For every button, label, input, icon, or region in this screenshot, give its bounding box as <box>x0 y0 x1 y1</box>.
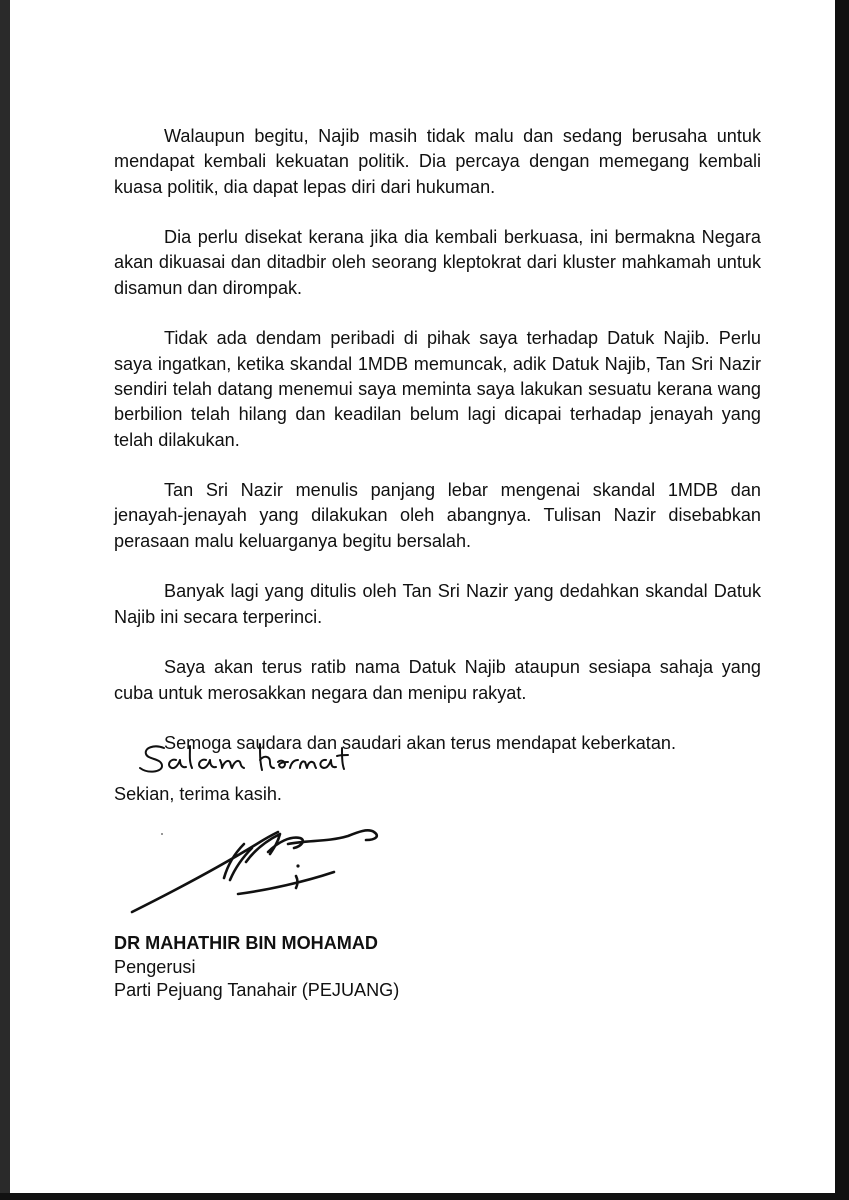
paragraph-3: Tidak ada dendam peribadi di pihak saya terhadap Datuk Najib. Perlu saya ingatkan, ketika skandal 1MDB memuncak, adik Datuk Najib, Tan Sri Nazir sendiri telah datang menemui saya meminta saya lakukan sesuatu kerana wang berbilion telah hilang dan keadilan belum lagi dicapai terhadap jenayah yang telah dilakukan. <box>114 328 761 450</box>
signatory-organization: Parti Pejuang Tanahair (PEJUANG) <box>114 980 400 1000</box>
paragraph-6: Saya akan terus ratib nama Datuk Najib ataupun sesiapa sahaja yang cuba untuk merosakkan negara dan menipu rakyat. <box>114 657 761 703</box>
letter-page <box>10 0 835 1193</box>
paragraph-1: Walaupun begitu, Najib masih tidak malu dan sedang berusaha untuk mendapat kembali kekuatan politik. Dia percaya dengan memegang kembali kuasa politik, dia dapat lepas diri dari hukuman. <box>114 126 761 197</box>
page-frame-bottom <box>0 1193 849 1200</box>
handwritten-greeting <box>136 738 356 778</box>
letter-body <box>114 124 761 807</box>
closing-line: Sekian, terima kasih. <box>114 783 282 804</box>
paragraph-2: Dia perlu disekat kerana jika dia kembali berkuasa, ini bermakna Negara akan dikuasai dan ditadbir oleh seorang kleptokrat dari kluster mahkamah untuk disamun dan dirompak. <box>114 227 761 298</box>
page-frame-right <box>835 0 849 1200</box>
paragraph-5: Banyak lagi yang ditulis oleh Tan Sri Nazir yang dedahkan skandal Datuk Najib ini secara terperinci. <box>114 581 761 627</box>
signatory-name: DR MAHATHIR BIN MOHAMAD <box>114 933 379 953</box>
signatory-title: Pengerusi <box>114 956 196 977</box>
page-frame-left <box>0 0 10 1200</box>
signature-block <box>114 932 399 1003</box>
paragraph-7: Semoga saudara dan saudari akan terus mendapat keberkatan. <box>164 733 676 754</box>
paragraph-4: Tan Sri Nazir menulis panjang lebar mengenai skandal 1MDB dan jenayah-jenayah yang dilakukan oleh abangnya. Tulisan Nazir disebabkan perasaan malu keluarganya begitu bersalah. <box>114 480 761 551</box>
handwritten-signature <box>128 818 398 918</box>
